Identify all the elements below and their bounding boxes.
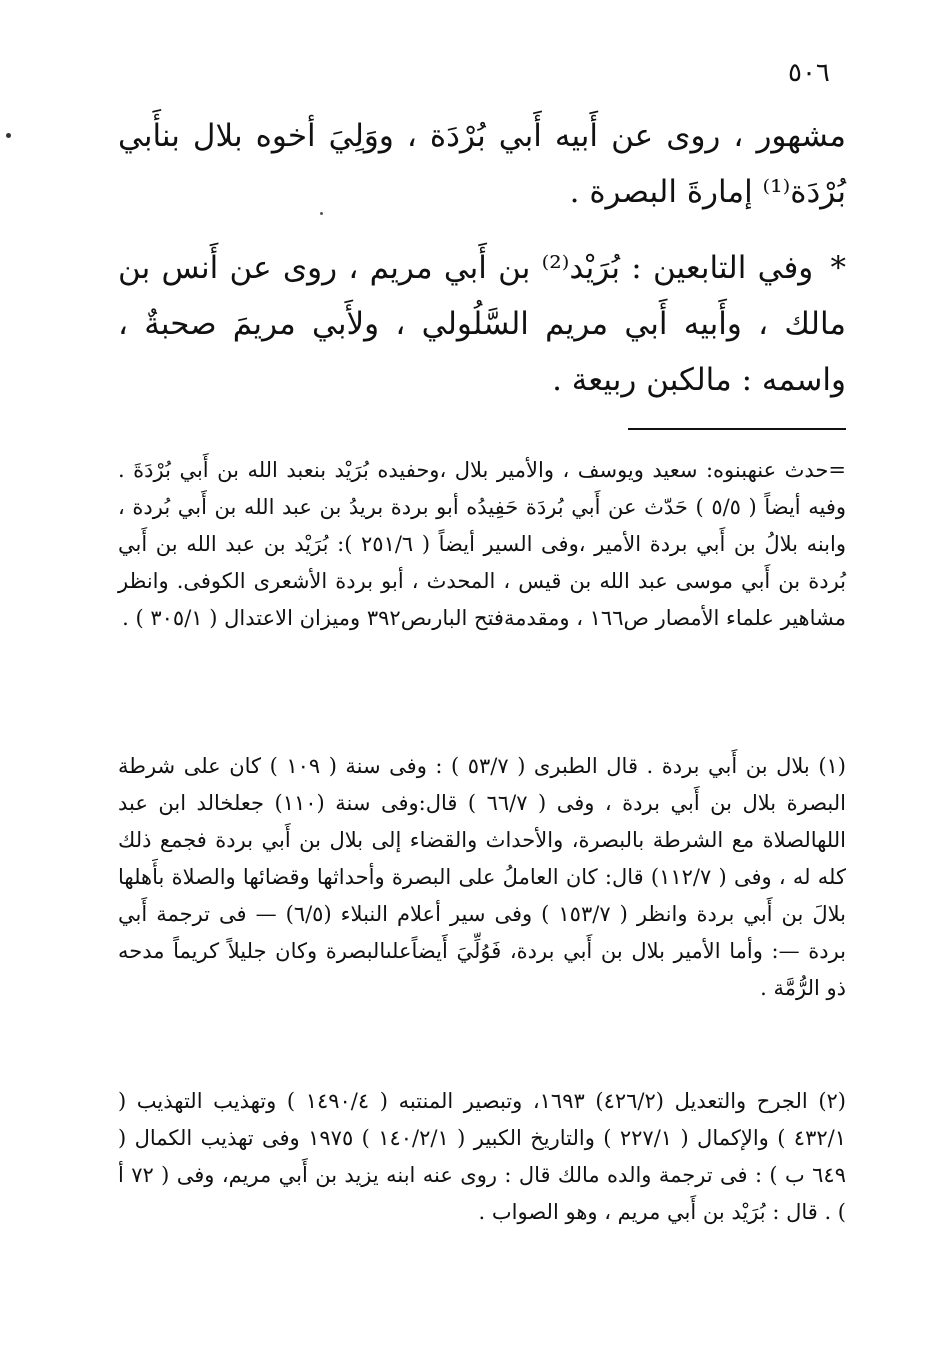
margin-dot (6, 133, 11, 138)
footnote-1-text: (١) بلال بن أَبي بردة . قال الطبرى ( ٥٣/٧ ) : وفى سنة ( ١٠٩ ) كان على شرطة البصرة بلال بن أَبي بردة ، وفى ( ٦٦/٧ ) قال:وفى سنة (١١٠) جعلخالد ابن عبد اللهالصلاة مع الشرطة بالبصرة، والأحداث والقضاء إلى بلال بن أَبي بردة فجمع ذلك كله له ، وفى ( ١١٢/٧) قال: كان العاملُ على البصرة وأحداثها وقضائها والصلاة بأَهلها بلالَ بن أَبي بردة وانظر ( ١٥٣/٧ ) وفى سير أعلام النبلاء (٦/٥) — فى ترجمة أَبي بردة —: وأما الأمير بلال بن أَبي بردة، فَوُلِّيَ أَيضاًعلىالبصرة وكان جليلاً كريماً مدحه ذو الرُّمَّة . (118, 754, 846, 1000)
footnote-1 (118, 748, 846, 1007)
footnote-continuation (118, 452, 846, 637)
footnote-separator (628, 428, 846, 430)
main-paragraph-1 (118, 108, 846, 220)
footnote-2 (118, 1083, 846, 1231)
footnote-continuation-text: =حدث عنهبنوه: سعيد ويوسف ، والأمير بلال ،وحفيده بُرَيْد بنعبد الله بن أَبي بُرْدَةَ . وفيه أيضاً ( ٥/٥ ) حَدّث عن أَبي بُردَة حَفِيدُه أبو بردة بريدُ بن عبد الله بن أَبي بُردة ، وابنه بلالُ بن أَبي بردة الأمير ،وفى السير أيضاً ( ٢٥١/٦ ): بُرَيْد بن عبد الله بن أَبي بُردة بن أَبي موسى عبد الله بن قيس ، المحدث ، أبو بردة الأشعرى الكوفى. وانظر مشاهير علماء الأمصار ص١٦٦ ، ومقدمةفتح البارىص٣٩٢ وميزان الاعتدال ( ٣٠٥/١ ) . (118, 458, 846, 630)
main-paragraph-2-body (118, 240, 846, 408)
main-paragraph-1-text: مشهور ، روى عن أَبيه أَبي بُرْدَة ، ووَلِيَ أخوه بلال بنأَبي بُرْدَة⁽¹⁾ إمارةَ البصرة . (118, 118, 846, 210)
main-paragraph-2-text: وفي التابعين : بُرَيْد⁽²⁾ بن أَبي مريم ، روى عن أَنس بن مالك ، وأَبيه أَبي مريم السَّلُولي ، ولأَبي مريمَ صحبةٌ ، واسمه : مالكبن ربيعة . (118, 250, 846, 398)
star-marker: * (830, 250, 846, 286)
footnote-2-text: (٢) الجرح والتعديل (٤٢٦/٢) ١٦٩٣، وتبصير المنتبه ( ١٤٩٠/٤ ) وتهذيب التهذيب ( ٤٣٢/١ ) والإكمال ( ٢٢٧/١ ) والتاريخ الكبير ( ١٤٠/٢/١ ) ١٩٧٥ وفى تهذيب الكمال ( ٦٤٩ ب ) : فى ترجمة والده مالك قال : روى عنه ابنه يزيد بن أَبي مريم، وفى ( ٧٢ أ ) . قال : بُرَيْد بن أَبي مريم ، وهو الصواب . (118, 1089, 846, 1224)
main-paragraph-2 (118, 240, 846, 408)
page-number: ٥٠٦ (788, 58, 830, 88)
